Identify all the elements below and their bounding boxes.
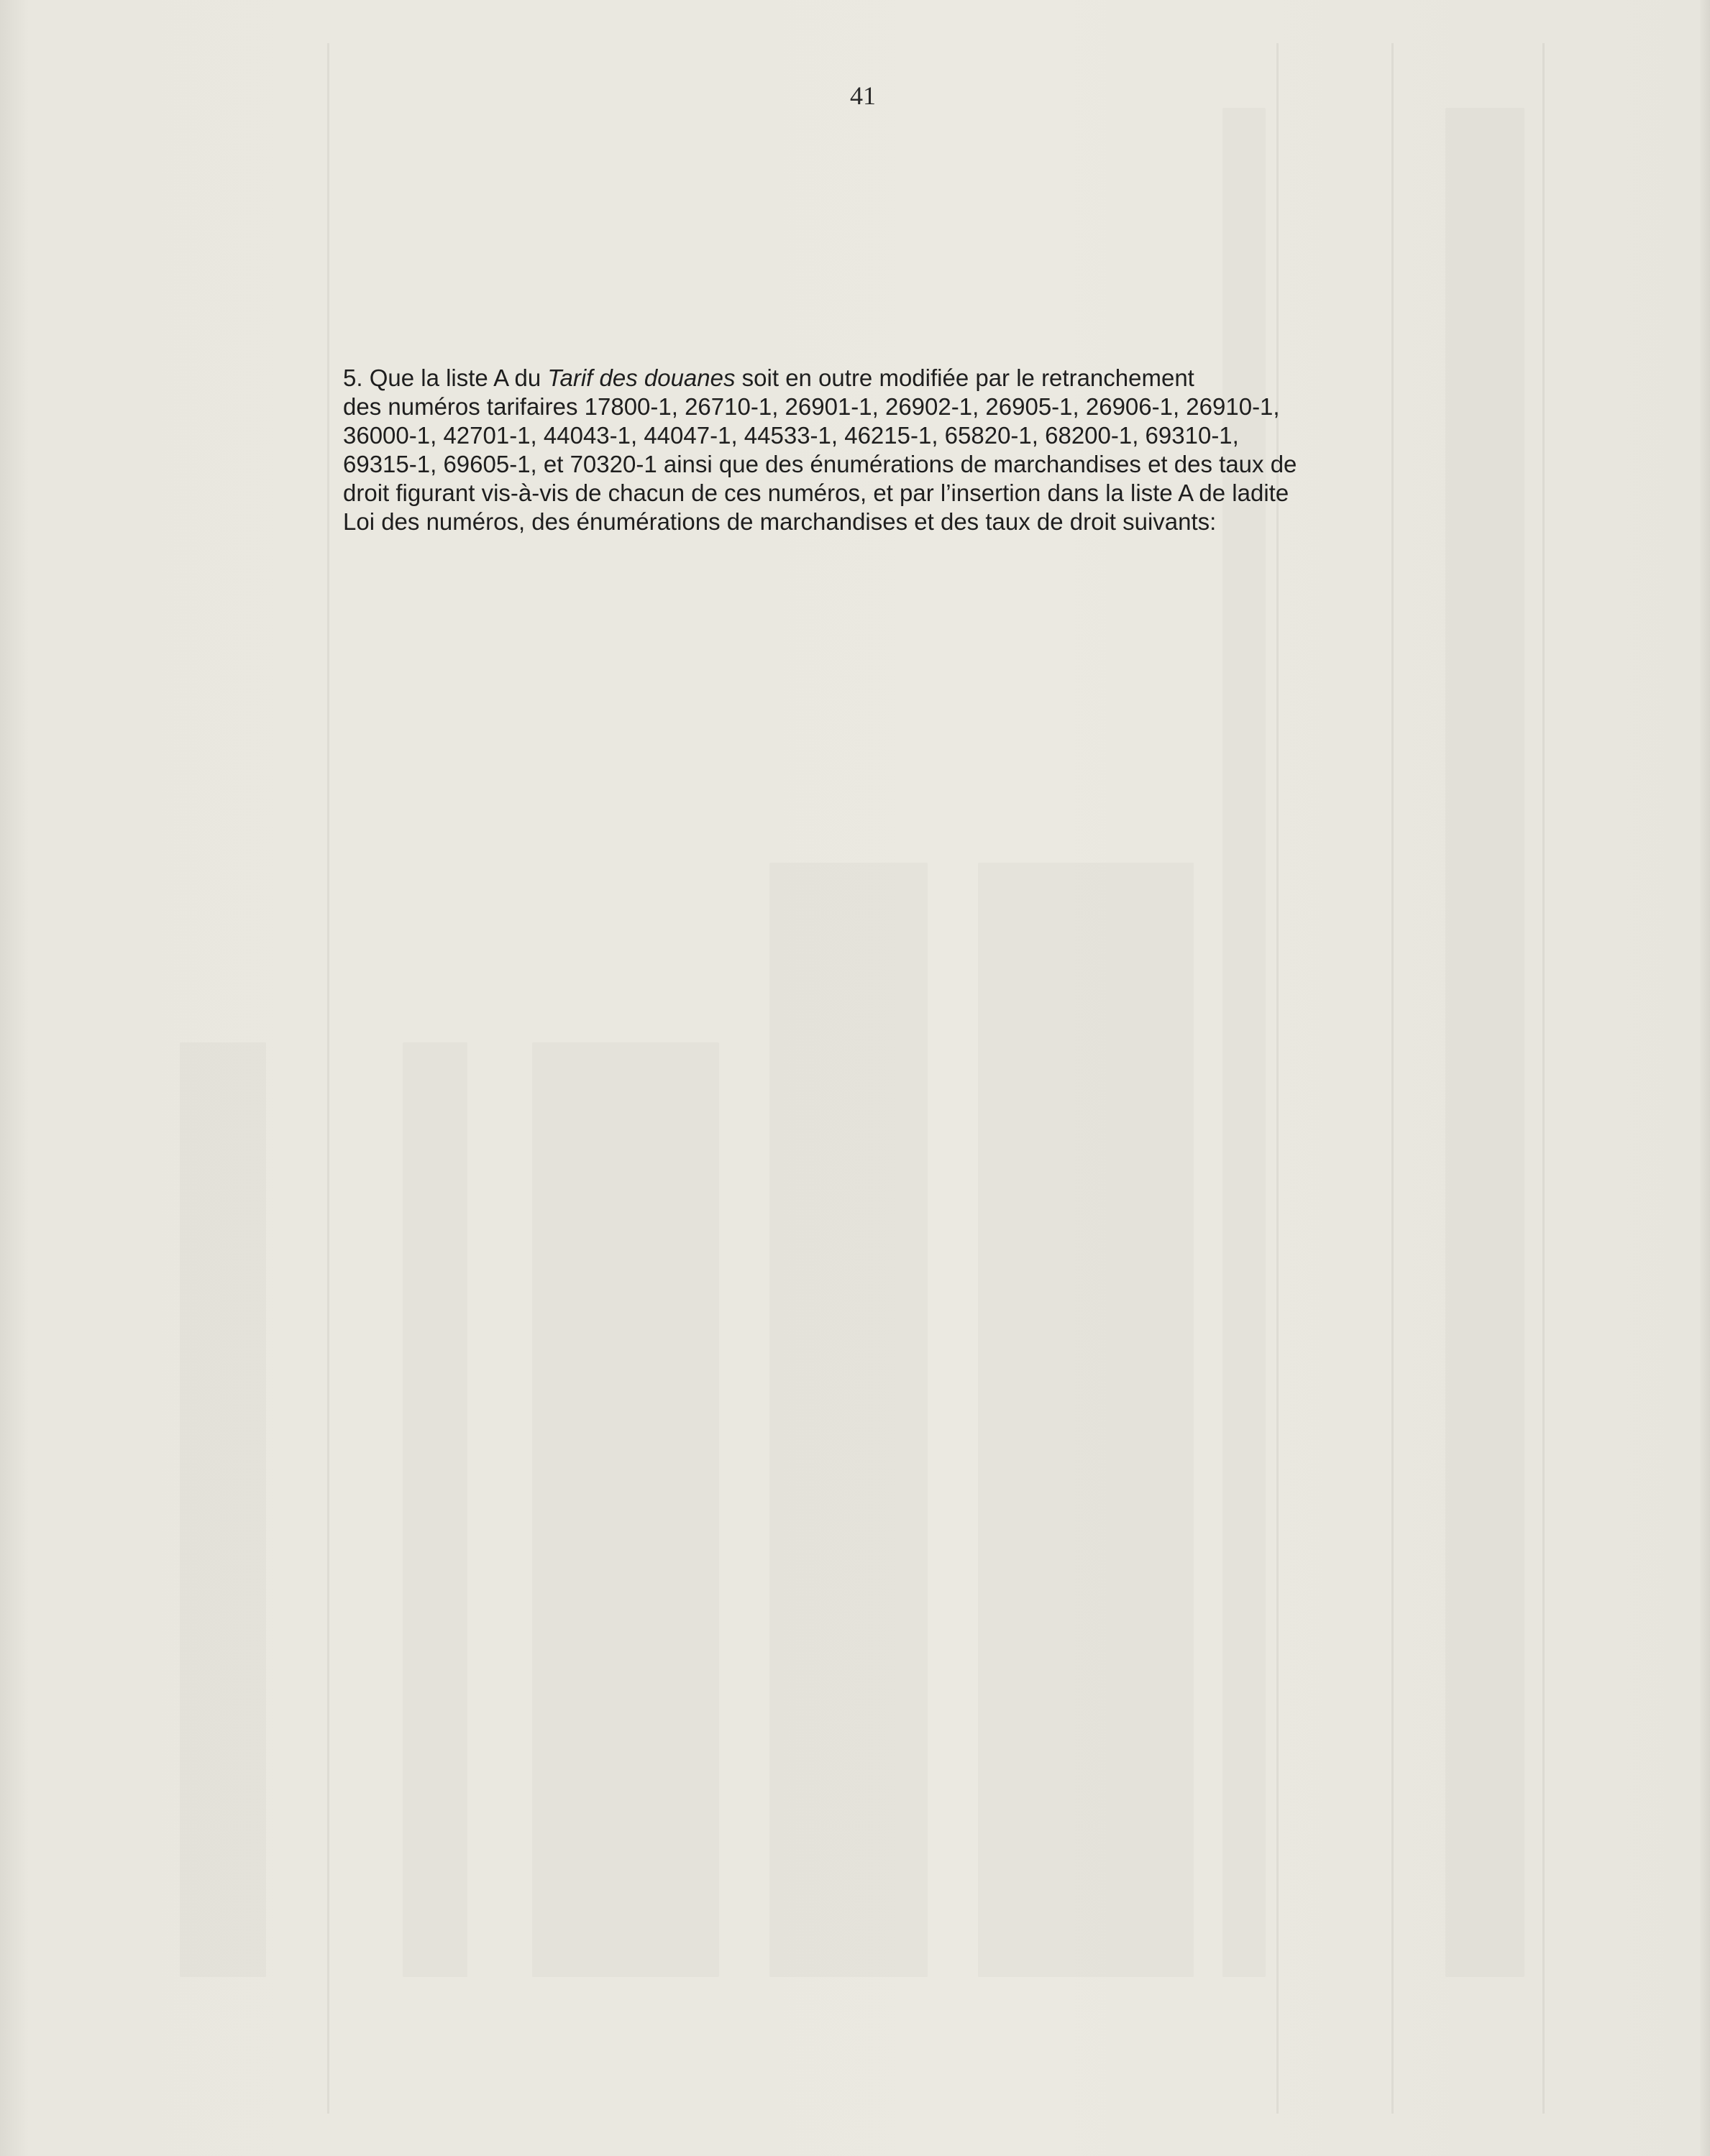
paragraph-line: 36000-1, 42701-1, 44043-1, 44047-1, 44533-1, 46215-1, 65820-1, 68200-1, 69310-1, <box>343 422 1239 449</box>
body-paragraph <box>343 364 1436 536</box>
paragraph-line: des numéros tarifaires 17800-1, 26710-1, 26901-1, 26902-1, 26905-1, 26906-1, 26910-1, <box>343 393 1280 420</box>
paragraph-line: Loi des numéros, des énumérations de marchandises et des taux de droit suivants: <box>343 508 1217 535</box>
bleed-through-text <box>180 1042 266 1977</box>
bleed-through-rule <box>327 43 329 2114</box>
bleed-through-rule <box>1391 43 1394 2114</box>
act-title: Tarif des douanes <box>547 364 736 391</box>
bleed-through-rule <box>1276 43 1279 2114</box>
page-number: 41 <box>850 81 876 110</box>
bleed-through-text <box>1445 108 1524 1977</box>
paragraph-line: 69315-1, 69605-1, et 70320-1 ainsi que des énumérations de marchandises et des taux de <box>343 451 1297 477</box>
page-edge <box>1700 0 1710 2156</box>
bleed-through-text <box>403 1042 467 1977</box>
paragraph-line <box>343 364 1436 393</box>
paragraph-line-prefix: 5. Que la liste A du <box>343 364 548 391</box>
paragraph-line-suffix: soit en outre modifiée par le retranchement <box>735 364 1194 391</box>
bleed-through-text <box>769 863 928 1977</box>
bleed-through-text <box>532 1042 719 1977</box>
bleed-through-rule <box>1542 43 1545 2114</box>
paragraph-line: droit figurant vis-à-vis de chacun de ces numéros, et par l’insertion dans la liste A de ladite <box>343 480 1289 506</box>
bleed-through-text <box>978 863 1194 1977</box>
